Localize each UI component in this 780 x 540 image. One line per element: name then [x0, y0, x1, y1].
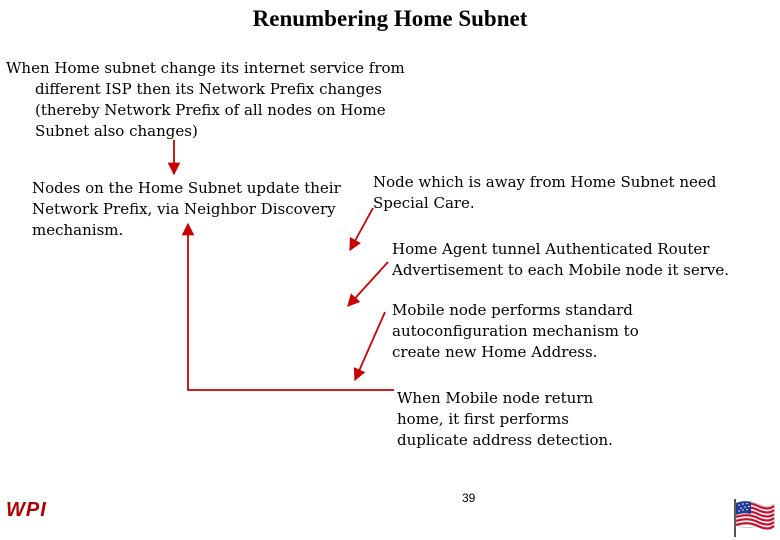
home-nodes-line: Nodes on the Home Subnet update their — [32, 179, 341, 197]
intro-line: (thereby Network Prefix of all nodes on Home — [35, 101, 386, 119]
us-flag-icon — [732, 497, 776, 537]
away-node-line: Node which is away from Home Subnet need — [373, 173, 717, 191]
step1-line: Home Agent tunnel Authenticated Router — [392, 240, 710, 258]
step2-to-step3-arrow — [355, 312, 385, 380]
page-number: 39 — [462, 491, 476, 505]
step3-line: duplicate address detection. — [397, 431, 613, 449]
wpi-logo: WPI — [6, 499, 47, 521]
step1-line: Advertisement to each Mobile node it serve. — [392, 261, 730, 279]
step3-line: When Mobile node return — [397, 389, 594, 407]
intro-line: Subnet also changes) — [35, 122, 198, 140]
step3-line: home, it first performs — [397, 410, 569, 428]
intro-line: When Home subnet change its internet service from — [6, 59, 405, 77]
step1-to-step2-arrow — [348, 262, 388, 306]
home-nodes-line: Network Prefix, via Neighbor Discovery — [32, 200, 336, 218]
home-nodes-line: mechanism. — [32, 221, 124, 239]
step2-line: autoconfiguration mechanism to — [392, 322, 639, 340]
away-to-step1-arrow — [350, 208, 373, 250]
away-node-line: Special Care. — [373, 194, 475, 212]
intro-line: different ISP then its Network Prefix changes — [35, 80, 382, 98]
home-return-arrow — [188, 224, 394, 390]
page-title: Renumbering Home Subnet — [252, 6, 528, 31]
step2-line: Mobile node performs standard — [392, 301, 633, 319]
step2-line: create new Home Address. — [392, 343, 598, 361]
